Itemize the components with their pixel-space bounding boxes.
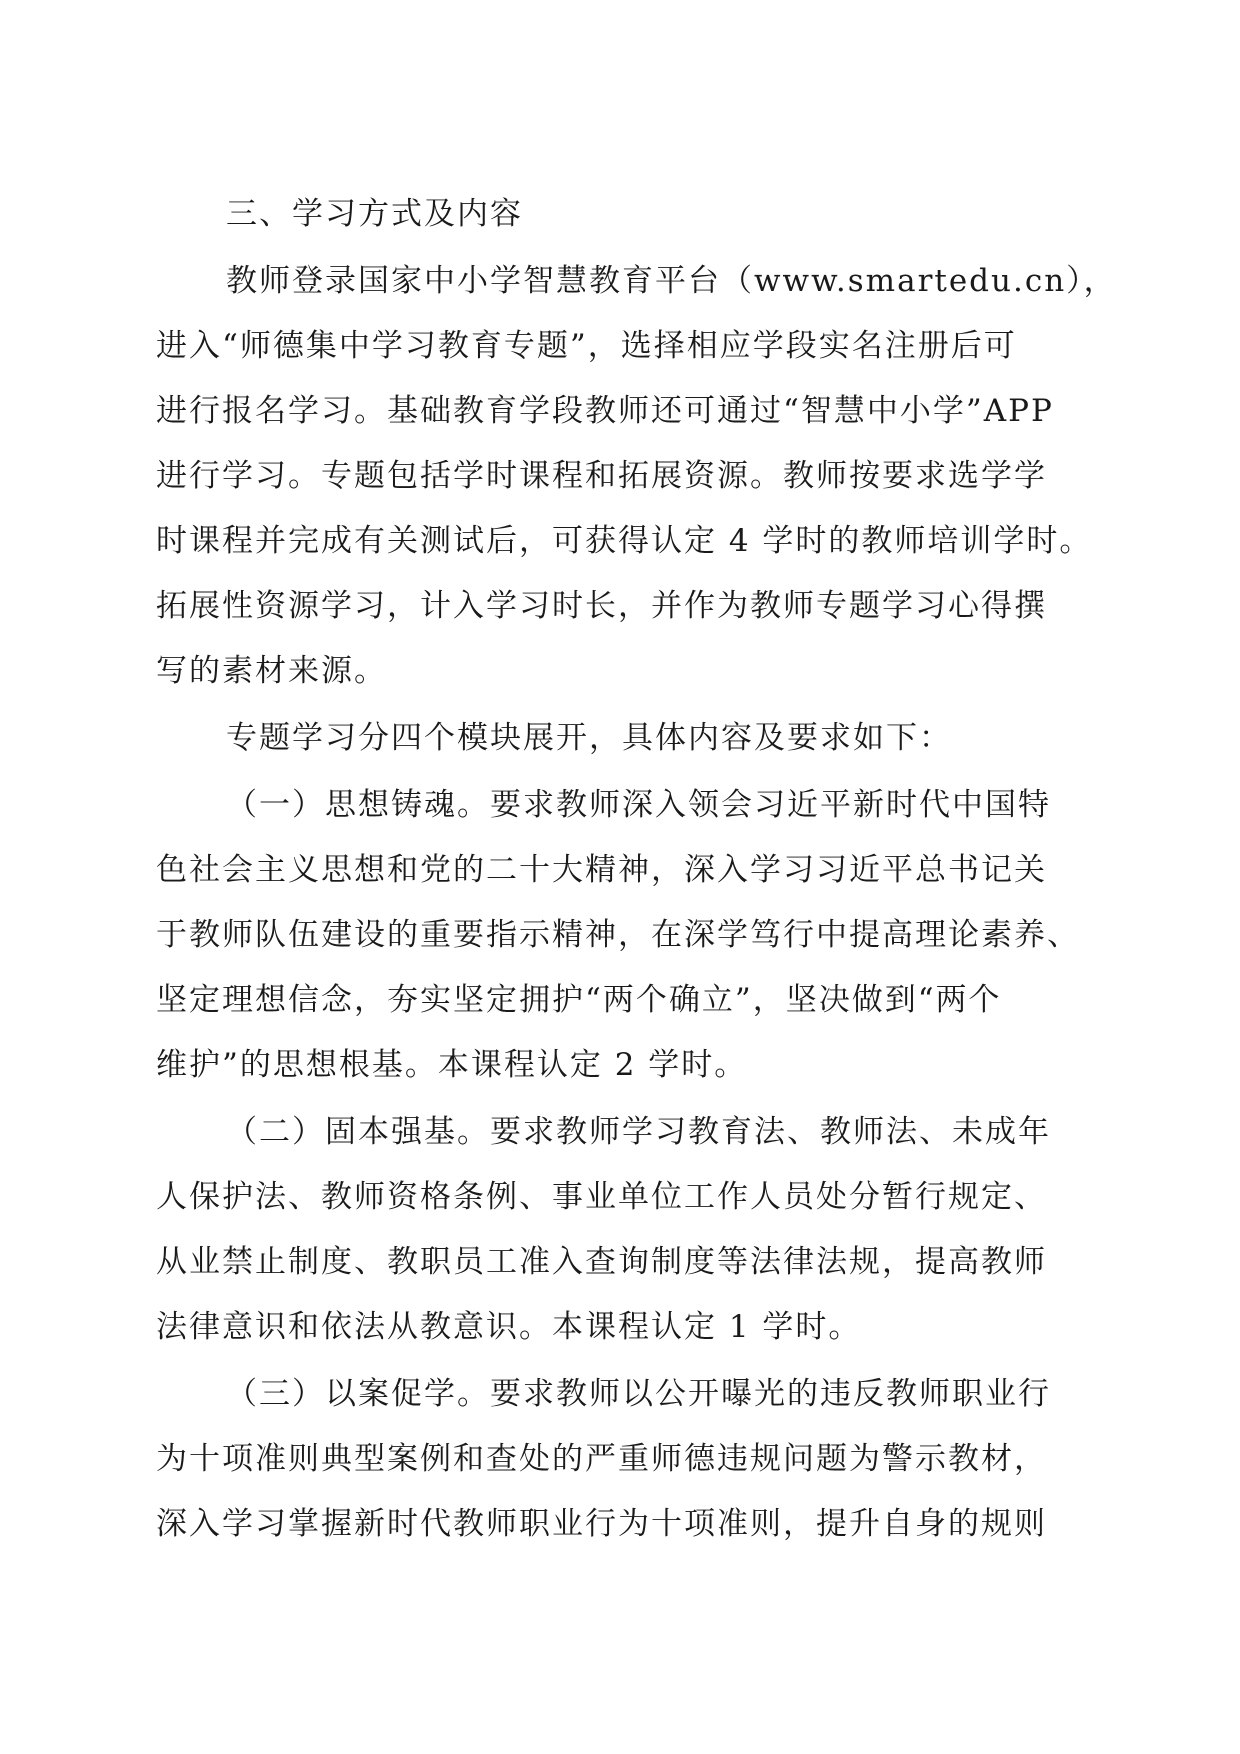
text-line: 色社会主义思想和党的二十大精神，深入学习习近平总书记关 <box>156 852 1047 888</box>
text-line: 专题学习分四个模块展开，具体内容及要求如下： <box>226 720 952 756</box>
text-line: 法律意识和依法从教意识。本课程认定 1 学时。 <box>156 1309 862 1345</box>
text-line: 人保护法、教师资格条例、事业单位工作人员处分暂行规定、 <box>156 1179 1047 1215</box>
text-line: 进行报名学习。基础教育学段教师还可通过“智慧中小学”APP <box>156 393 1054 429</box>
text-line: （三）以案促学。要求教师以公开曝光的违反教师职业行 <box>226 1376 1051 1412</box>
text-line: 维护”的思想根基。本课程认定 2 学时。 <box>156 1047 748 1083</box>
text-line: 拓展性资源学习，计入学习时长，并作为教师专题学习心得撰 <box>156 588 1047 624</box>
text-line: 于教师队伍建设的重要指示精神，在深学笃行中提高理论素养、 <box>156 917 1080 953</box>
text-line: 进行学习。专题包括学时课程和拓展资源。教师按要求选学学 <box>156 458 1047 494</box>
text-line: 教师登录国家中小学智慧教育平台（www.smartedu.cn）， <box>226 263 1117 299</box>
document-body <box>156 182 1117 1559</box>
paragraph-module-3 <box>156 1362 1086 1557</box>
paragraph-modules-intro <box>156 706 1086 771</box>
text-line: 深入学习掌握新时代教师职业行为十项准则，提升自身的规则 <box>156 1506 1047 1542</box>
text-line: （一）思想铸魂。要求教师深入领会习近平新时代中国特 <box>226 787 1051 823</box>
paragraph-platform <box>156 249 1117 704</box>
text-line: 进入“师德集中学习教育专题”，选择相应学段实名注册后可 <box>156 328 1017 364</box>
text-line: 时课程并完成有关测试后，可获得认定 4 学时的教师培训学时。 <box>156 523 1093 559</box>
heading-text: 三、学习方式及内容 <box>226 196 523 232</box>
text-line: 从业禁止制度、教职员工准入查询制度等法律法规，提高教师 <box>156 1244 1047 1280</box>
paragraph-module-1 <box>156 773 1086 1098</box>
text-line: 为十项准则典型案例和查处的严重师德违规问题为警示教材， <box>156 1441 1047 1477</box>
section-heading <box>156 182 1086 247</box>
text-line: 坚定理想信念，夯实坚定拥护“两个确立”，坚决做到“两个 <box>156 982 1002 1018</box>
text-line: 写的素材来源。 <box>156 653 387 689</box>
paragraph-module-2 <box>156 1100 1086 1360</box>
text-line: （二）固本强基。要求教师学习教育法、教师法、未成年 <box>226 1114 1051 1150</box>
